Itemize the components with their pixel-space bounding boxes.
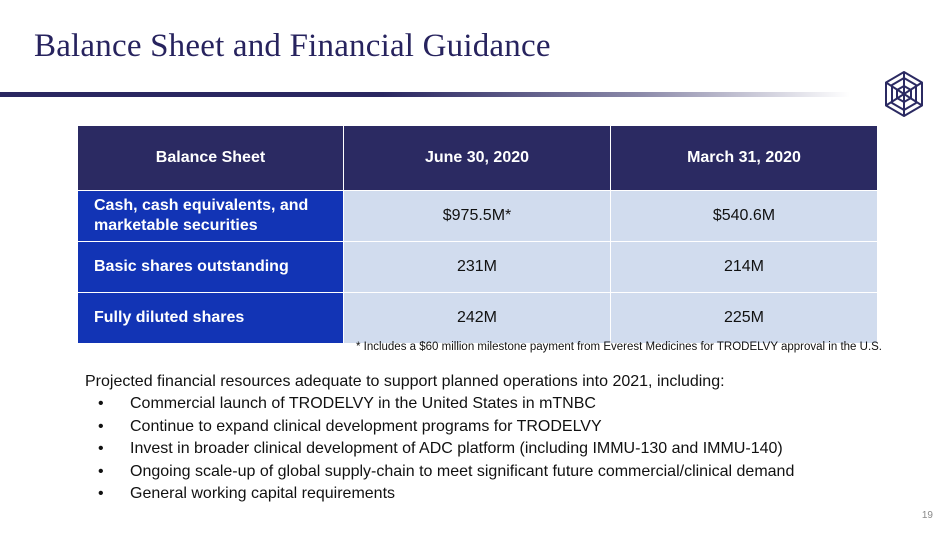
page-title: Balance Sheet and Financial Guidance bbox=[34, 28, 551, 64]
title-divider bbox=[0, 92, 850, 97]
bullet-text: General working capital requirements bbox=[130, 485, 396, 502]
bullet-text: Continue to expand clinical development programs for TRODELVY bbox=[130, 417, 602, 435]
guidance-bullet-list bbox=[98, 393, 794, 506]
cell-diluted-shares-june: 242M bbox=[344, 293, 611, 344]
bullet-icon: • bbox=[98, 462, 104, 480]
bullet-icon: • bbox=[98, 440, 104, 457]
list-item bbox=[98, 393, 794, 416]
table-row bbox=[78, 191, 878, 242]
hexagon-lattice-logo-icon bbox=[880, 70, 928, 118]
row-label-diluted-shares: Fully diluted shares bbox=[78, 293, 344, 344]
table-row bbox=[78, 293, 878, 344]
cell-cash-june: $975.5M* bbox=[344, 191, 611, 242]
bullet-icon: • bbox=[98, 417, 104, 435]
bullet-text: Commercial launch of TRODELVY in the United States in mTNBC bbox=[130, 395, 596, 412]
list-item bbox=[98, 483, 794, 506]
list-item bbox=[98, 416, 794, 439]
row-label-cash: Cash, cash equivalents, and marketable securities bbox=[78, 191, 344, 242]
table-row bbox=[78, 242, 878, 293]
list-item bbox=[98, 438, 794, 461]
bullet-text: Ongoing scale-up of global supply-chain to meet significant future commercial/clinical demand bbox=[130, 462, 795, 480]
bullet-icon: • bbox=[98, 485, 104, 502]
row-label-basic-shares: Basic shares outstanding bbox=[78, 242, 344, 293]
list-item bbox=[98, 461, 794, 484]
cell-basic-shares-june: 231M bbox=[344, 242, 611, 293]
cell-basic-shares-march: 214M bbox=[611, 242, 878, 293]
column-header-balance-sheet: Balance Sheet bbox=[78, 126, 344, 191]
cell-diluted-shares-march: 225M bbox=[611, 293, 878, 344]
cell-cash-march: $540.6M bbox=[611, 191, 878, 242]
balance-sheet-table bbox=[77, 125, 878, 344]
column-header-march-2020: March 31, 2020 bbox=[611, 126, 878, 191]
page-number: 19 bbox=[921, 510, 933, 521]
guidance-intro: Projected financial resources adequate to support planned operations into 2021, including: bbox=[85, 373, 725, 390]
bullet-icon: • bbox=[98, 395, 104, 412]
bullet-text: Invest in broader clinical development of ADC platform (including IMMU-130 and IMMU-140) bbox=[130, 440, 783, 457]
column-header-june-2020: June 30, 2020 bbox=[344, 126, 611, 191]
table-footnote: * Includes a $60 million milestone payment from Everest Medicines for TRODELVY approval in the U.S. bbox=[355, 341, 882, 353]
table-header-row bbox=[78, 126, 878, 191]
